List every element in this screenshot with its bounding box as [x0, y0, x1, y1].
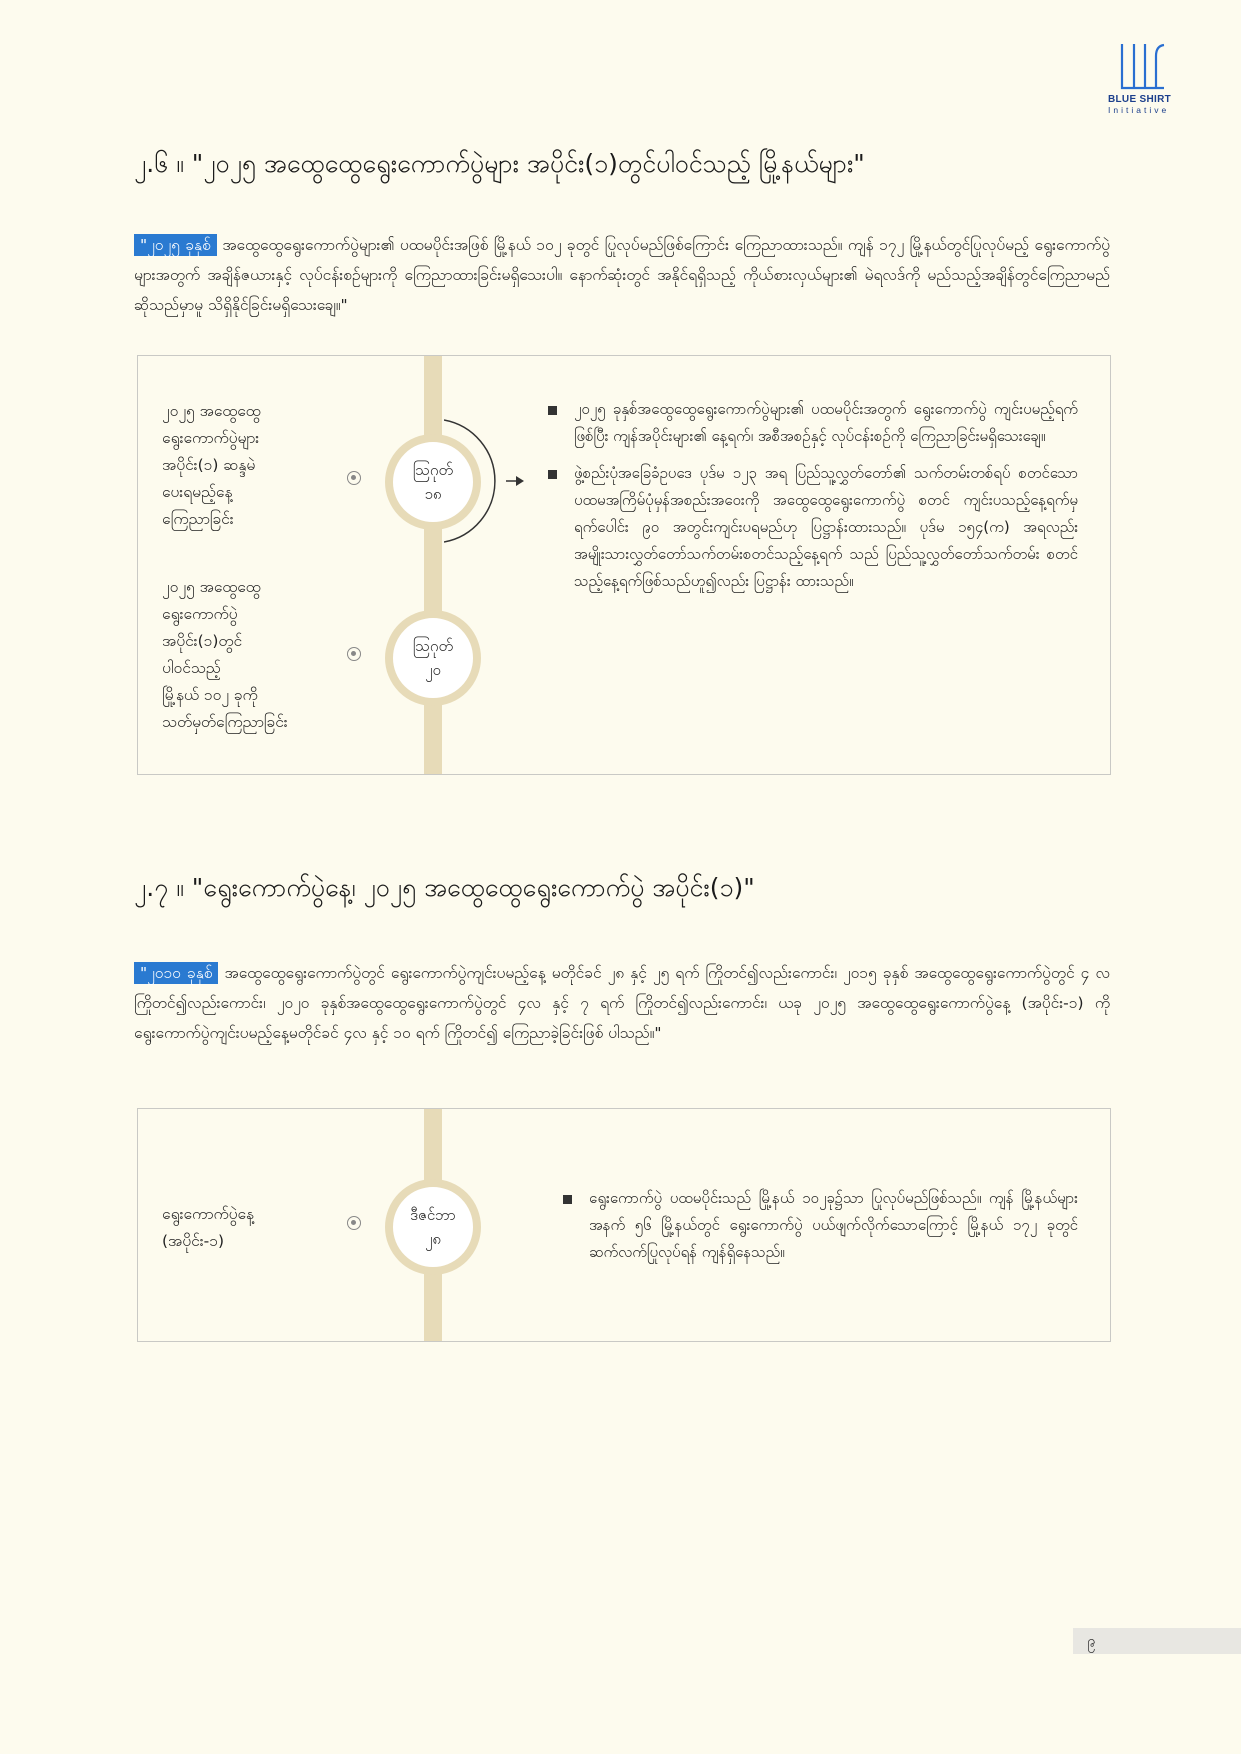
paragraph-body: အထွေထွေရွေးကောက်ပွဲများ၏ ပထမပိုင်းအဖြစ် မြို့နယ် ၁၀၂ ခုတွင် ပြုလုပ်မည်ဖြစ်ကြောင်း ကြေညာထားသည်။ ကျန် ၁၇၂ မြို့နယ်တွင်ပြုလုပ်မည့် ရွေးကောက်ပွဲများအတွက် အချိန်ဇယားနှင့် လုပ်ငန်းစဉ်များကို ကြေညာထားခြင်းမရှိသေးပါ။ နောက်ဆုံးတွင် အနိုင်ရရှိသည့် ကိုယ်စားလှယ်များ၏ မဲရလဒ်ကို မည်သည့်အချိန်တွင်ကြေညာမည်ဆိုသည်မှာမူ သိရှိနိုင်ခြင်းမရှိသေးချေ။" — [134, 236, 1110, 314]
node-day: ၂၀ — [425, 661, 441, 679]
page-number: ၉ — [1073, 1628, 1241, 1654]
bullet-item: ဖွဲ့စည်းပုံအခြေခံဥပဒေ ပုဒ်မ ၁၂၃ အရ ပြည်သူ့လွှတ်တော်၏ သက်တမ်းတစ်ရပ် စတင်သော ပထမအကြိမ်ပုံမှန်အစည်းအဝေးကို အထွေထွေရွေးကောက်ပွဲ စတင် ကျင်းပသည့်နေ့ရက်မှ ရက်ပေါင်း ၉၀ အတွင်းကျင်းပရမည်ဟု ပြဋ္ဌာန်းထားသည်။ ပုဒ်မ ၁၅၄(က) အရလည်း အမျိုးသားလွှတ်တော်သက်တမ်းစတင်သည့်နေ့ရက် သည် ပြည်သူ့လွှတ်တော်သက်တမ်း စတင်သည့်နေ့ရက်ဖြစ်သည်ဟူ၍လည်း ပြဋ္ဌာန်း ထားသည်။ — [548, 460, 1078, 595]
timeline-card-2-6 — [137, 355, 1111, 775]
timeline-rail — [424, 356, 442, 774]
timeline-label-announcement: ၂၀၂၅ အထွေထွေ ရွေးကောက်ပွဲများ အပိုင်း(၁) ဆန္ဒမဲ ပေးရမည့်နေ့ ကြေညာခြင်း — [162, 402, 261, 528]
timeline-date-node — [385, 1179, 481, 1275]
logo-text-secondary: Initiative — [1108, 105, 1170, 115]
logo-bars-icon — [1120, 42, 1166, 90]
timeline-label-election-day: ရွေးကောက်ပွဲနေ့ (အပိုင်း-၁) — [162, 1205, 254, 1250]
target-icon — [347, 647, 361, 661]
node-month: ဒီဇင်ဘာ — [410, 1206, 456, 1224]
node-month: ဩဂုတ် — [412, 637, 454, 655]
arrow-arc-icon — [444, 416, 524, 546]
timeline-card-2-7 — [137, 1108, 1111, 1342]
section-paragraph-2-7 — [134, 958, 1110, 1048]
timeline-label-townships: ၂၀၂၅ အထွေထွေ ရွေးကောက်ပွဲ အပိုင်း(၁)တွင် ပါဝင်သည့် မြို့နယ် ၁၀၂ ခုကို သတ်မှတ်ကြေညာခြင်း — [162, 578, 288, 731]
timeline-bullet-list — [563, 1185, 1078, 1276]
bullet-item: ၂၀၂၅ ခုနှစ်အထွေထွေရွေးကောက်ပွဲများ၏ ပထမပိုင်းအတွက် ရွေးကောက်ပွဲ ကျင်းပမည့်ရက်ဖြစ်ပြီး ကျန်အပိုင်းများ၏ နေ့ရက်၊ အစီအစဉ်နှင့် လုပ်ငန်းစဉ်ကို ကြေညာခြင်းမရှိသေးချေ။ — [548, 396, 1078, 450]
timeline-bullet-list — [548, 396, 1078, 605]
logo-text-primary: BLUE SHIRT — [1108, 94, 1171, 105]
target-icon — [347, 471, 361, 485]
node-day: ၂၈ — [425, 1230, 441, 1248]
highlight-year-tag: "၂၀၁၀ ခုနှစ် — [134, 962, 218, 984]
node-day: ၁၈ — [424, 485, 442, 503]
paragraph-body: အထွေထွေရွေးကောက်ပွဲတွင် ရွေးကောက်ပွဲကျင်းပမည့်နေ့ မတိုင်ခင် ၂၈ နှင့် ၂၅ ရက် ကြိုတင်၍လည်းကောင်း၊ ၂၀၁၅ ခုနှစ် အထွေထွေရွေးကောက်ပွဲတွင် ၄ လ ကြိုတင်၍လည်းကောင်း၊ ၂၀၂၀ ခုနှစ်အထွေထွေရွေးကောက်ပွဲတွင် ၄လ နှင့် ၇ ရက် ကြိုတင်၍လည်းကောင်း၊ ယခု ၂၀၂၅ အထွေထွေရွေးကောက်ပွဲနေ့ (အပိုင်း-၁) ကို ရွေးကောက်ပွဲကျင်းပမည့်နေ့မတိုင်ခင် ၄လ နှင့် ၁၀ ရက် ကြိုတင်၍ ကြေညာခဲ့ခြင်းဖြစ် ပါသည်။" — [134, 964, 1110, 1042]
blue-shirt-logo — [1108, 42, 1178, 115]
target-icon — [347, 1216, 361, 1230]
section-heading-2-7: ၂.၇ ။ "ရွေးကောက်ပွဲနေ့၊ ၂၀၂၅ အထွေထွေရွေးကောက်ပွဲ အပိုင်း(၁)" — [134, 873, 755, 902]
section-heading-2-6: ၂.၆ ။ "၂၀၂၅ အထွေထွေရွေးကောက်ပွဲများ အပိုင်း(၁)တွင်ပါဝင်သည့် မြို့နယ်များ" — [134, 149, 865, 178]
bullet-item: ရွေးကောက်ပွဲ ပထမပိုင်းသည် မြို့နယ် ၁၀၂ခု၌သာ ပြုလုပ်မည်ဖြစ်သည်။ ကျန် မြို့နယ်များအနက် ၅၆ မြို့နယ်တွင် ရွေးကောက်ပွဲ ပယ်ဖျက်လိုက်သောကြောင့် မြို့နယ် ၁၇၂ ခုတွင် ဆက်လက်ပြုလုပ်ရန် ကျန်ရှိနေသည်။ — [563, 1185, 1078, 1266]
node-month: ဩဂုတ် — [412, 461, 454, 479]
highlight-year-tag: "၂၀၂၅ ခုနှစ် — [134, 234, 217, 256]
section-paragraph-2-6 — [134, 230, 1110, 320]
timeline-date-node — [385, 610, 481, 706]
